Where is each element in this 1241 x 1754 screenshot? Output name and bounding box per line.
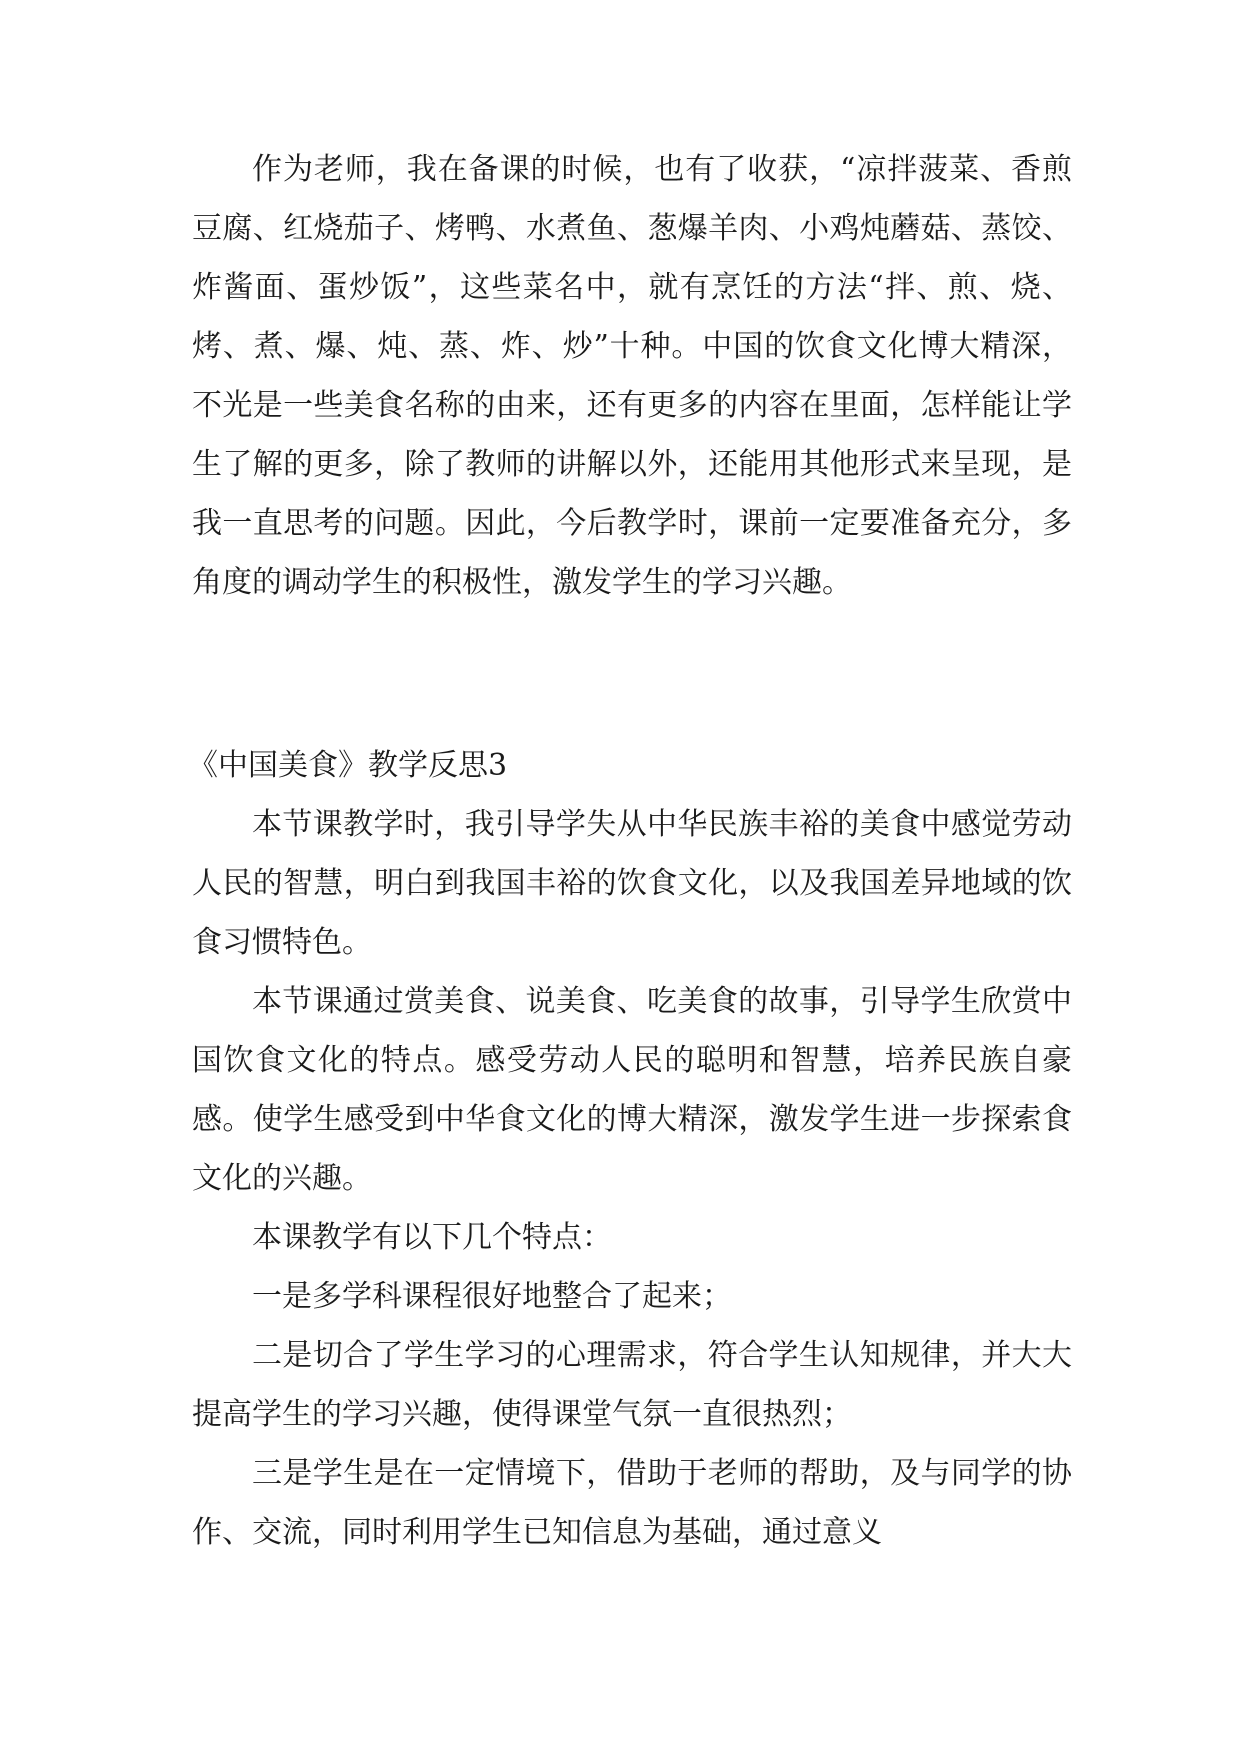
paragraph-feature-two: 二是切合了学生学习的心理需求，符合学生认知规律，并大大提高学生的学习兴趣，使得课堂气氛一直很热烈； <box>192 1338 1072 1432</box>
paragraph-features-intro: 本课教学有以下几个特点： <box>252 1220 612 1255</box>
paragraph-reflection-harvest: 作为老师，我在备课的时候，也有了收获，“凉拌菠菜、香煎豆腐、红烧茄子、烤鸭、水煮鱼、葱爆羊肉、小鸡炖蘑菇、蒸饺、炸酱面、蛋炒饭”，这些菜名中，就有烹饪的方法“拌、煎、烧、烤、煮、爆、炖、蒸、炸、炒”十种。中国的饮食文化博大精深，不光是一些美食名称的由来，还有更多的内容在里面，怎样能让学生了解的更多，除了教师的讲解以外，还能用其他形式来呈现，是我一直思考的问题。因此，今后教学时，课前一定要准备充分，多角度的调动学生的积极性，激发学生的学习兴趣。 <box>192 152 1072 600</box>
paragraph-feature-three: 三是学生是在一定情境下，借助于老师的帮助，及与同学的协作、交流，同时利用学生已知信息为基础，通过意义 <box>192 1456 1072 1550</box>
paragraph-lesson-stories: 本节课通过赏美食、说美食、吃美食的故事，引导学生欣赏中国饮食文化的特点。感受劳动人民的聪明和智慧，培养民族自豪感。使学生感受到中华食文化的博大精深，激发学生进一步探索食文化的兴趣。 <box>192 984 1072 1196</box>
paragraph-feature-one: 一是多学科课程很好地整合了起来； <box>252 1279 732 1314</box>
paragraph-lesson-guidance: 本节课教学时，我引导学失从中华民族丰裕的美食中感觉劳动人民的智慧，明白到我国丰裕的饮食文化，以及我国差异地域的饮食习惯特色。 <box>192 807 1072 960</box>
section-title: 《中国美食》教学反思3 <box>188 748 508 783</box>
